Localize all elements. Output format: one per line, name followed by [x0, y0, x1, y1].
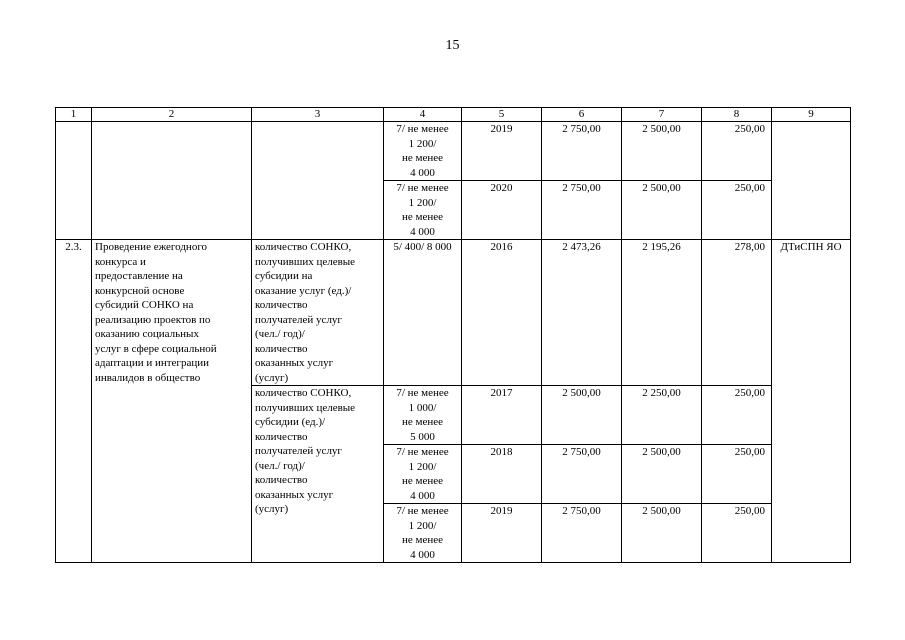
- executor-cell: ДТиСПН ЯО: [772, 240, 851, 563]
- indicator-description: количество СОНКО, получивших целевые субсидии (ед.)/ количество получателей услуг (чел./ год)/ количество оказанных услуг (услуг): [252, 386, 384, 563]
- extra-budget-cell: 250,00: [702, 504, 772, 563]
- indicator-value-cell: 5/ 400/ 8 000: [384, 240, 462, 386]
- budget-cell: 2 195,26: [622, 240, 702, 386]
- extra-budget-cell: 250,00: [702, 386, 772, 445]
- year-cell: 2018: [462, 445, 542, 504]
- header-cell: 7: [622, 108, 702, 122]
- total-cell: 2 500,00: [542, 386, 622, 445]
- empty-cell: [92, 122, 252, 240]
- header-row: [56, 108, 851, 122]
- indicator-value-cell: 7/ не менее 1 000/ не менее 5 000: [384, 386, 462, 445]
- page-number: 15: [445, 38, 460, 53]
- extra-budget-cell: 250,00: [702, 122, 772, 181]
- extra-budget-cell: 250,00: [702, 181, 772, 240]
- total-cell: 2 473,26: [542, 240, 622, 386]
- total-cell: 2 750,00: [542, 181, 622, 240]
- indicator-value-cell: 7/ не менее 1 200/ не менее 4 000: [384, 504, 462, 563]
- total-cell: 2 750,00: [542, 504, 622, 563]
- budget-cell: 2 500,00: [622, 122, 702, 181]
- table-row: [56, 240, 851, 386]
- header-cell: 2: [92, 108, 252, 122]
- extra-budget-cell: 250,00: [702, 445, 772, 504]
- header-cell: 8: [702, 108, 772, 122]
- indicator-value-cell: 7/ не менее 1 200/ не менее 4 000: [384, 181, 462, 240]
- item-description: Проведение ежегодного конкурса и предоставление на конкурсной основе субсидий СОНКО на реализацию проектов по оказанию социальных услуг в сфере социальной адаптации и интеграции инвалидов в общество: [92, 240, 252, 563]
- budget-table: [55, 107, 851, 563]
- header-cell: 1: [56, 108, 92, 122]
- year-cell: 2016: [462, 240, 542, 386]
- year-cell: 2020: [462, 181, 542, 240]
- budget-cell: 2 500,00: [622, 445, 702, 504]
- table-row: [56, 122, 851, 181]
- total-cell: 2 750,00: [542, 445, 622, 504]
- empty-cell: [56, 122, 92, 240]
- header-cell: 3: [252, 108, 384, 122]
- empty-cell: [252, 122, 384, 240]
- budget-cell: 2 500,00: [622, 181, 702, 240]
- budget-cell: 2 250,00: [622, 386, 702, 445]
- item-number: 2.3.: [56, 240, 92, 563]
- indicator-value-cell: 7/ не менее 1 200/ не менее 4 000: [384, 122, 462, 181]
- header-cell: 6: [542, 108, 622, 122]
- header-cell: 4: [384, 108, 462, 122]
- header-cell: 9: [772, 108, 851, 122]
- year-cell: 2019: [462, 504, 542, 563]
- indicator-value-cell: 7/ не менее 1 200/ не менее 4 000: [384, 445, 462, 504]
- indicator-description: количество СОНКО, получивших целевые субсидии на оказание услуг (ед.)/ количество получателей услуг (чел./ год)/ количество оказанных услуг (услуг): [252, 240, 384, 386]
- empty-cell: [772, 122, 851, 240]
- budget-cell: 2 500,00: [622, 504, 702, 563]
- total-cell: 2 750,00: [542, 122, 622, 181]
- year-cell: 2019: [462, 122, 542, 181]
- extra-budget-cell: 278,00: [702, 240, 772, 386]
- header-cell: 5: [462, 108, 542, 122]
- year-cell: 2017: [462, 386, 542, 445]
